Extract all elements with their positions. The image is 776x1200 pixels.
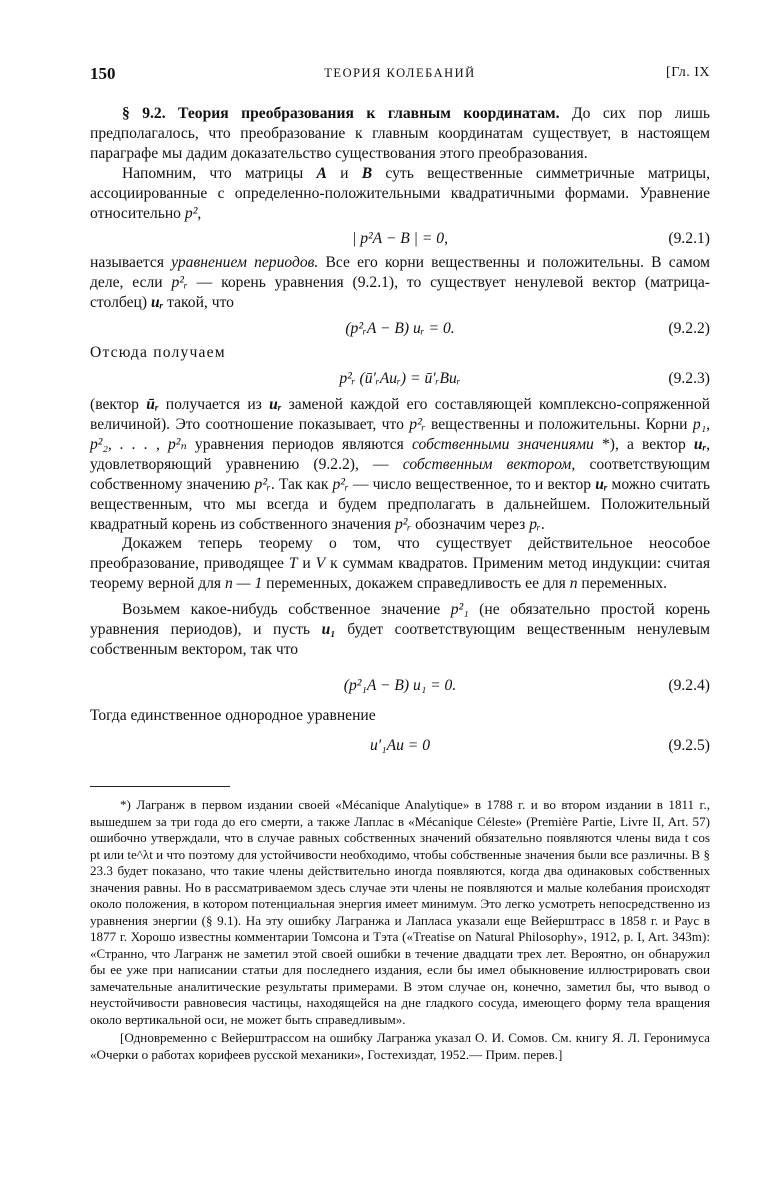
equation-expression: (p²ᵣA − B) uᵣ = 0.	[345, 320, 455, 338]
footnote-divider	[90, 786, 230, 787]
running-head	[90, 64, 710, 86]
equation-expression: u′₁Au = 0	[369, 736, 431, 754]
symbol-ur: uᵣ	[269, 396, 282, 414]
equation-9-2-5	[90, 730, 710, 760]
text-fragment: соответствующим собственному значению	[90, 455, 710, 493]
equation-number: (9.2.2)	[668, 320, 710, 338]
text-fragment: — число вещественное, то и вектор	[352, 475, 592, 493]
text-fragment: . Так как	[270, 475, 329, 493]
text-fragment: и	[302, 555, 311, 573]
text-fragment: получается из	[165, 396, 262, 414]
text-fragment: Напомним, что матрицы	[122, 164, 304, 182]
text-fragment: и	[340, 164, 349, 182]
text-fragment: Отсюда получаем	[90, 344, 226, 362]
symbol-ur: uᵣ	[595, 475, 608, 493]
section-title: § 9.2. Теория преобразования к главным координатам.	[122, 105, 560, 122]
text-fragment: Тогда единственное однородное уравнение	[90, 706, 376, 724]
paragraph-eigen: (вектор ūᵣ получается из uᵣ заменой каждой его составляющей комплексно-сопряженной величиной). Это соотношение показывает, что p²ᵣ вещественны и положительны. Корни p₁, p²₂, . . . , p²ₙ уравнения периодов являются собственными значениями *), а вектор uᵣ, удовлетворяющий уравнению (9.2.2), — собственным вектором, соответствующим собственному значению p²ᵣ. Так как p²ᵣ — число вещественное, то и вектор uᵣ можно считать вещественным, что мы всегда и будем предполагать в дальнейшем. Положительный квадратный корень из собственного значения p²ᵣ обозначим через pᵣ.	[90, 396, 711, 533]
symbol-roots: p₁, p²₂, . . . , p²ₙ	[90, 415, 711, 453]
text-fragment: Все его корни вещественны и положительны. В самом деле, если	[90, 254, 710, 292]
symbol-p1sq: p²₁	[450, 601, 469, 619]
italic-term: уравнением периодов.	[171, 254, 319, 272]
paragraph-take-eigenvalue	[90, 600, 710, 660]
paragraph-hence	[90, 343, 710, 363]
symbol-ur: uᵣ	[693, 435, 707, 453]
text-fragment: Возьмем какое-нибудь собственное значение	[122, 601, 441, 619]
text-fragment: уравнения периодов являются	[194, 435, 404, 453]
text-fragment: (вектор	[90, 396, 139, 414]
symbol-ur-bar: ūᵣ	[146, 396, 159, 414]
paragraph-periods	[90, 253, 710, 313]
symbol-p2: p²	[184, 204, 198, 222]
symbol-pr2: p²ᵣ	[394, 515, 412, 533]
equation-9-2-4	[90, 670, 710, 700]
section-paragraph	[90, 104, 710, 164]
text-fragment: — корень уравнения (9.2.1), то существует ненулевой вектор (матрица-столбец)	[90, 274, 710, 312]
text-fragment: такой, что	[167, 294, 234, 312]
paragraph-matrices: Напомним, что матрицы A и B суть вещественные симметричные матрицы, ассоциированные с определенно-положительными квадратичными формами. Уравнение относительно p²,	[90, 164, 710, 222]
text-fragment: Докажем теперь теорему о том, что существует действительное неособое преобразование, приводящее	[90, 535, 710, 573]
equation-expression: (p²₁A − B) u₁ = 0.	[343, 676, 457, 694]
paragraph-theorem	[90, 534, 710, 594]
equation-number: (9.2.5)	[668, 736, 710, 754]
equation-9-2-1	[90, 223, 710, 253]
footnote-translator: [Одновременно с Вейерштрассом на ошибку Лагранжа указал О. И. Сомов. См. книгу Я. Л. Геронимуса «Очерки о работах корифеев русской механики», Гостехиздат, 1952.— Прим. перев.]	[90, 1030, 710, 1062]
footnote-lagrange: *) Лагранж в первом издании своей «Mécanique Analytique» в 1788 г. и во втором издании в 1811 г., вышедшем за три года до его смерти, а также Лаплас в «Mécanique Céleste» (Première Partie, Livre II, Art. 57) ошибочно утверждали, что в случае равных собственных значений обязательно появляются члены вида t cos pt или te^λt и что поэтому для устойчивости необходимо, чтобы собственные значения были все различны. В § 23.3 будет показано, что такие члены действительно иногда появляются, когда два одинаковых собственных значения равны. Но в рассматриваемом здесь случае эти члены не появляются и малые колебания происходят около положения, в котором потенциальная энергия имеет минимум. Это легко усмотреть непосредственно из уравнения энергии (§ 9.1). На эту ошибку Лагранжа и Лапласа указали еще Вейерштрасс в 1858 г. и Раус в 1877 г. Хорошо известны комментарии Томсона и Тэта («Treatise on Natural Philosophy», 1912, p. I, Art. 343m): «Странно, что Лагранж не заметил этой своей ошибки в течение двадцати трех лет. Вероятно, он обнаружил бы ее уже при написании статьи для последнего издания, если бы имел обыкновение иллюстрировать свои замечательные аналитические результаты примерами. В этом случае он, конечно, заметил бы, что вывод о неустойчивости равновесия частицы, находящейся на дне гладкого сосуда, имеющего форму тела вращения около вертикальной оси, не может быть справедливым».	[90, 797, 710, 1027]
symbol-V: V	[315, 555, 326, 573]
text-fragment: переменных, докажем справедливость ее для	[266, 575, 566, 593]
text-fragment: можно считать вещественным, что мы всегда и будем предполагать в дальнейшем. Положительный квадратный корень из собственного значения	[90, 475, 710, 533]
text-fragment: вещественны и положительны. Корни	[430, 415, 688, 433]
text-fragment: *), а вектор	[601, 435, 686, 453]
equation-expression: p²ᵣ (ū′ᵣAuᵣ) = ū′ᵣBuᵣ	[339, 370, 461, 388]
chapter-marker: [Гл. IX	[666, 65, 710, 80]
equation-number: (9.2.4)	[668, 676, 710, 694]
footnotes	[90, 797, 710, 1063]
symbol-n-minus-1: n — 1	[224, 575, 263, 593]
text-fragment: суть вещественные симметричные матрицы, ассоциированные с определенно-положительными квадратичными формами. Уравнение относительно	[90, 164, 710, 222]
text-fragment: будет соответствующим вещественным ненулевым собственным вектором, так что	[90, 621, 710, 658]
section-intro: До сих пор лишь предполагалось, что преобразование к главным координатам существует, в настоящем параграфе мы дадим доказательство существования этого преобразования.	[90, 105, 710, 162]
text-fragment: заменой каждой его составляющей комплексно-сопряженной величиной). Это соотношение показывает, что	[90, 396, 710, 433]
symbol-pr2: p²ᵣ	[409, 415, 426, 433]
equation-9-2-2	[90, 313, 710, 343]
text-fragment: (не обязательно простой корень уравнения периодов), и пусть	[90, 601, 710, 639]
paragraph-then	[90, 706, 710, 726]
main-text	[90, 104, 710, 760]
text-fragment: к суммам квадратов. Применим метод индукции: считая теорему верной для	[90, 555, 711, 593]
symbol-ur: uᵣ	[151, 294, 164, 312]
italic-term: собственными значениями	[411, 435, 594, 453]
symbol-n: n	[569, 575, 578, 593]
equation-number: (9.2.1)	[668, 230, 710, 248]
symbol-u1: u₁	[321, 621, 336, 639]
equation-9-2-3	[90, 363, 710, 389]
symbol-pr2: p²ᵣ	[171, 274, 188, 292]
symbol-pr2: p²ᵣ	[332, 475, 349, 493]
equation-expression: | p²A − B | = 0,	[352, 230, 448, 248]
symbol-pr2: p²ᵣ	[254, 475, 271, 493]
text-fragment: называется	[90, 254, 165, 272]
symbol-T: T	[288, 555, 298, 573]
equation-number: (9.2.3)	[668, 370, 710, 388]
symbol-B: B	[361, 164, 373, 182]
running-title: ТЕОРИЯ КОЛЕБАНИЙ	[324, 66, 476, 80]
text-fragment: , удовлетворяющий уравнению (9.2.2), —	[90, 435, 710, 473]
italic-term: собственным вектором,	[402, 455, 576, 473]
symbol-pr: pᵣ	[529, 515, 541, 533]
text-fragment: обозначим через	[415, 515, 526, 533]
page-number: 150	[90, 64, 116, 83]
symbol-A: A	[316, 164, 327, 182]
text-fragment: переменных.	[581, 575, 668, 593]
